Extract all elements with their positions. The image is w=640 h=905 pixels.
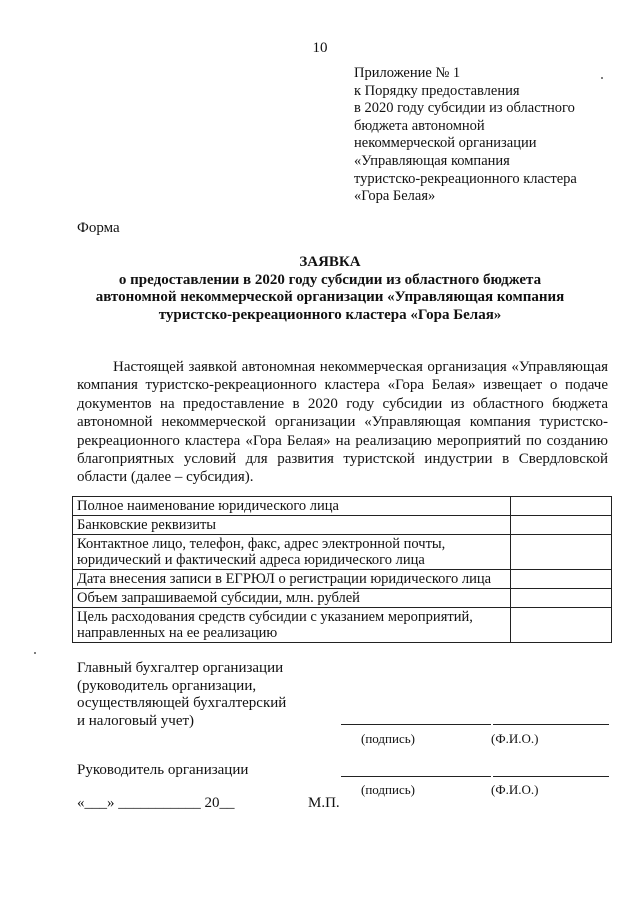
scan-speck (601, 77, 603, 79)
head-name-caption: (Ф.И.О.) (491, 782, 539, 797)
appendix-line: «Гора Белая» (354, 188, 436, 205)
table-row (73, 497, 612, 516)
body-paragraph: Настоящей заявкой автономная некоммерческая организация «Управляющая компания туристско-рекреационного кластера «Гора Белая» извещает о подаче документов на предоставление в 2020 году субсидии из областного бюджета автономной некоммерческой организации «Управляющая компания туристско-рекреационного кластера «Гора Белая» на реализацию мероприятий по созданию благоприятных условий для развития туристской индустрии в Свердловской области (далее – субсидия). (77, 359, 608, 486)
head-signature-caption: (подпись) (361, 782, 415, 797)
head-name-line (493, 776, 609, 777)
table-cell-label: Объем запрашиваемой субсидии, млн. рублей (73, 589, 511, 608)
table-cell-label: Контактное лицо, телефон, факс, адрес электронной почты, юридический и фактический адреса юридического лица (73, 535, 511, 570)
table-row (73, 516, 612, 535)
table-cell-label: Банковские реквизиты (73, 516, 511, 535)
body-text (77, 358, 608, 487)
table-cell-value (511, 608, 612, 643)
application-table (72, 496, 612, 643)
table-cell-label: Дата внесения записи в ЕГРЮЛ о регистрации юридического лица (73, 570, 511, 589)
accountant-line: осуществляющей бухгалтерский (77, 695, 287, 712)
appendix-line: Приложение № 1 (354, 65, 461, 81)
accountant-line: (руководитель организации, (77, 677, 257, 694)
accountant-name-line (493, 724, 609, 725)
table-cell-label: Цель расходования средств субсидии с указанием мероприятий, направленных на ее реализацию (73, 608, 511, 643)
table-cell-value (511, 516, 612, 535)
date-line: «___» ___________ 20__ (77, 795, 235, 811)
table-row (73, 608, 612, 643)
appendix-line: к Порядку предоставления (354, 82, 520, 99)
form-label: Форма (77, 220, 120, 236)
accountant-block (77, 660, 286, 730)
table-cell-value (511, 535, 612, 570)
title-line: о предоставлении в 2020 году субсидии из областного бюджета (118, 271, 542, 288)
head-signature-line (341, 776, 491, 777)
table-row (73, 570, 612, 589)
appendix-header (354, 65, 624, 206)
appendix-line: туристско-рекреационного кластера (354, 170, 577, 187)
accountant-signature-line (341, 724, 491, 725)
accountant-line: и налоговый учет) (77, 712, 195, 729)
title-line: туристско-рекреационного кластера «Гора Белая» (158, 306, 502, 323)
accountant-name-caption: (Ф.И.О.) (491, 731, 539, 746)
table-cell-value (511, 497, 612, 516)
table-cell-value (511, 570, 612, 589)
head-label: Руководитель организации (77, 762, 249, 778)
table-row (73, 535, 612, 570)
appendix-line: в 2020 году субсидии из областного (354, 100, 575, 117)
appendix-line: «Управляющая компания (354, 152, 510, 169)
table-cell-value (511, 589, 612, 608)
appendix-line: некоммерческой организации (354, 135, 537, 152)
table-cell-label: Полное наименование юридического лица (73, 497, 511, 516)
accountant-signature-caption: (подпись) (361, 731, 415, 746)
appendix-line: бюджета автономной (354, 117, 485, 134)
title-line: автономной некоммерческой организации «Управляющая компания (95, 289, 565, 305)
document-title (60, 254, 600, 324)
table-row (73, 589, 612, 608)
page-number: 10 (312, 40, 328, 56)
scan-speck (34, 652, 36, 654)
stamp-label: М.П. (308, 795, 340, 811)
accountant-line: Главный бухгалтер организации (77, 660, 284, 676)
title-heading: ЗАЯВКА (299, 254, 361, 270)
